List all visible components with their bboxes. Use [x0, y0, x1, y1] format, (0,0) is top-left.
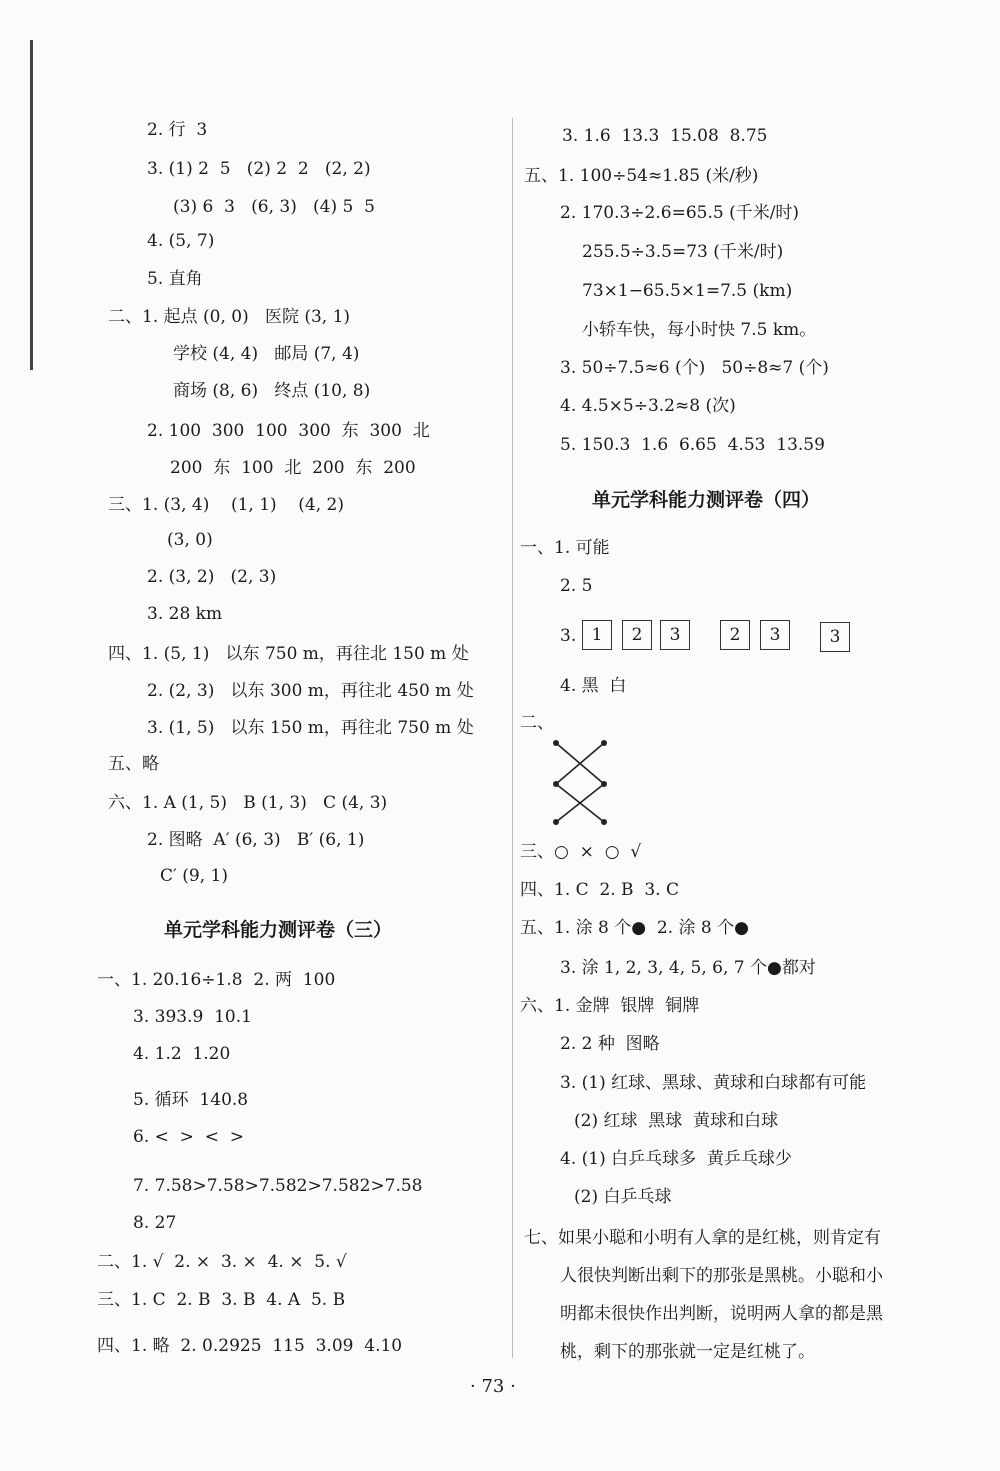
answer-line: 一、1. 20.16÷1.8 2. 两 100	[97, 970, 336, 990]
answer-line: 3. 涂 1, 2, 3, 4, 5, 6, 7 个●都对	[560, 958, 816, 978]
answer-line: 6. < > < >	[133, 1127, 245, 1147]
number-card: 2	[622, 620, 652, 650]
answer-line: (2) 红球 黑球 黄球和白球	[574, 1111, 779, 1131]
answer-line: 2. 5	[560, 576, 593, 596]
answer-line: 明都未很快作出判断，说明两人拿的都是黑	[560, 1304, 883, 1324]
answer-line: 3. 393.9 10.1	[133, 1007, 252, 1027]
answer-line: 三、○ × ○ √	[520, 842, 642, 862]
answer-line: 3. (1) 2 5 (2) 2 2 (2, 2)	[147, 159, 371, 179]
answer-line: 3. 50÷7.5≈6 (个) 50÷8≈7 (个)	[560, 358, 829, 378]
answer-line: 2. (2, 3) 以东 300 m，再往北 450 m 处	[147, 681, 474, 701]
answer-line: (3, 0)	[167, 530, 213, 550]
answer-line: 3.	[560, 626, 577, 646]
answer-line: 4. (1) 白乒乓球多 黄乒乓球少	[560, 1149, 792, 1169]
answer-line: 2. (3, 2) (2, 3)	[147, 567, 277, 587]
answer-line: 一、1. 可能	[520, 538, 610, 558]
answer-line: 2. 图略 A′ (6, 3) B′ (6, 1)	[147, 830, 365, 850]
answer-line: C′ (9, 1)	[160, 866, 228, 886]
answer-line: 六、1. 金牌 银牌 铜牌	[520, 996, 700, 1016]
answer-line: 三、1. (3, 4) (1, 1) (4, 2)	[108, 495, 344, 515]
answer-line: 73×1−65.5×1=7.5 (km)	[582, 281, 793, 301]
scan-edge	[30, 40, 33, 370]
answer-line: 3. 28 km	[147, 604, 223, 624]
answer-line: 二、1. 起点 (0, 0) 医院 (3, 1)	[108, 307, 351, 327]
section-heading: 单元学科能力测评卷（三）	[164, 919, 393, 941]
answer-line: 5. 直角	[147, 269, 203, 289]
answer-line: 四、1. C 2. B 3. C	[520, 880, 679, 900]
answer-line: 4. 黑 白	[560, 676, 627, 696]
section-heading: 单元学科能力测评卷（四）	[592, 489, 821, 511]
answer-line: 小轿车快，每小时快 7.5 km。	[582, 320, 817, 340]
number-card: 3	[820, 622, 850, 652]
matching-diagram	[546, 738, 616, 828]
column-divider	[512, 118, 513, 1358]
answer-line: 5. 循环 140.8	[133, 1090, 249, 1110]
answer-line: 200 东 100 北 200 东 200	[170, 458, 416, 478]
answer-line: 8. 27	[133, 1213, 177, 1233]
number-card: 3	[660, 620, 690, 650]
answer-line: 4. (5, 7)	[147, 231, 215, 251]
answer-line: 2. 170.3÷2.6=65.5 (千米/时)	[560, 203, 800, 223]
answer-line: 2. 2 种 图略	[560, 1034, 660, 1054]
answer-line: 学校 (4, 4) 邮局 (7, 4)	[173, 344, 360, 364]
number-card: 2	[720, 620, 750, 650]
answer-line: 4. 1.2 1.20	[133, 1044, 231, 1064]
answer-line: 3. (1, 5) 以东 150 m，再往北 750 m 处	[147, 718, 474, 738]
answer-line: 3. 1.6 13.3 15.08 8.75	[562, 126, 768, 146]
answer-line: 二、	[520, 713, 554, 733]
page-number: · 73 ·	[470, 1376, 516, 1397]
answer-line: (2) 白乒乓球	[574, 1187, 672, 1207]
answer-line: 人很快判断出剩下的那张是黑桃。小聪和小	[560, 1266, 883, 1286]
answer-line: 2. 行 3	[147, 120, 208, 140]
answer-line: 三、1. C 2. B 3. B 4. A 5. B	[97, 1290, 346, 1310]
answer-line: (3) 6 3 (6, 3) (4) 5 5	[173, 197, 375, 217]
answer-line: 4. 4.5×5÷3.2≈8 (次)	[560, 396, 736, 416]
answer-line: 五、1. 涂 8 个● 2. 涂 8 个●	[520, 918, 749, 938]
answer-line: 商场 (8, 6) 终点 (10, 8)	[173, 381, 371, 401]
answer-line: 7. 7.58>7.58>7.582>7.582>7.58	[133, 1176, 423, 1196]
answer-line: 5. 150.3 1.6 6.65 4.53 13.59	[560, 435, 825, 455]
answer-line: 五、1. 100÷54≈1.85 (米/秒)	[524, 166, 759, 186]
answer-line: 255.5÷3.5=73 (千米/时)	[582, 242, 784, 262]
answer-line: 六、1. A (1, 5) B (1, 3) C (4, 3)	[108, 793, 388, 813]
number-card: 1	[582, 620, 612, 650]
answer-line: 五、略	[108, 754, 159, 774]
answer-line: 四、1. (5, 1) 以东 750 m，再往北 150 m 处	[108, 644, 469, 664]
answer-line: 四、1. 略 2. 0.2925 115 3.09 4.10	[97, 1336, 403, 1356]
number-card: 3	[760, 620, 790, 650]
answer-line: 七、如果小聪和小明有人拿的是红桃，则肯定有	[524, 1228, 881, 1248]
answer-line: 二、1. √ 2. × 3. × 4. × 5. √	[97, 1252, 347, 1272]
answer-line: 2. 100 300 100 300 东 300 北	[147, 421, 430, 441]
answer-line: 桃，剩下的那张就一定是红桃了。	[560, 1342, 815, 1362]
answer-line: 3. (1) 红球、黑球、黄球和白球都有可能	[560, 1073, 867, 1093]
